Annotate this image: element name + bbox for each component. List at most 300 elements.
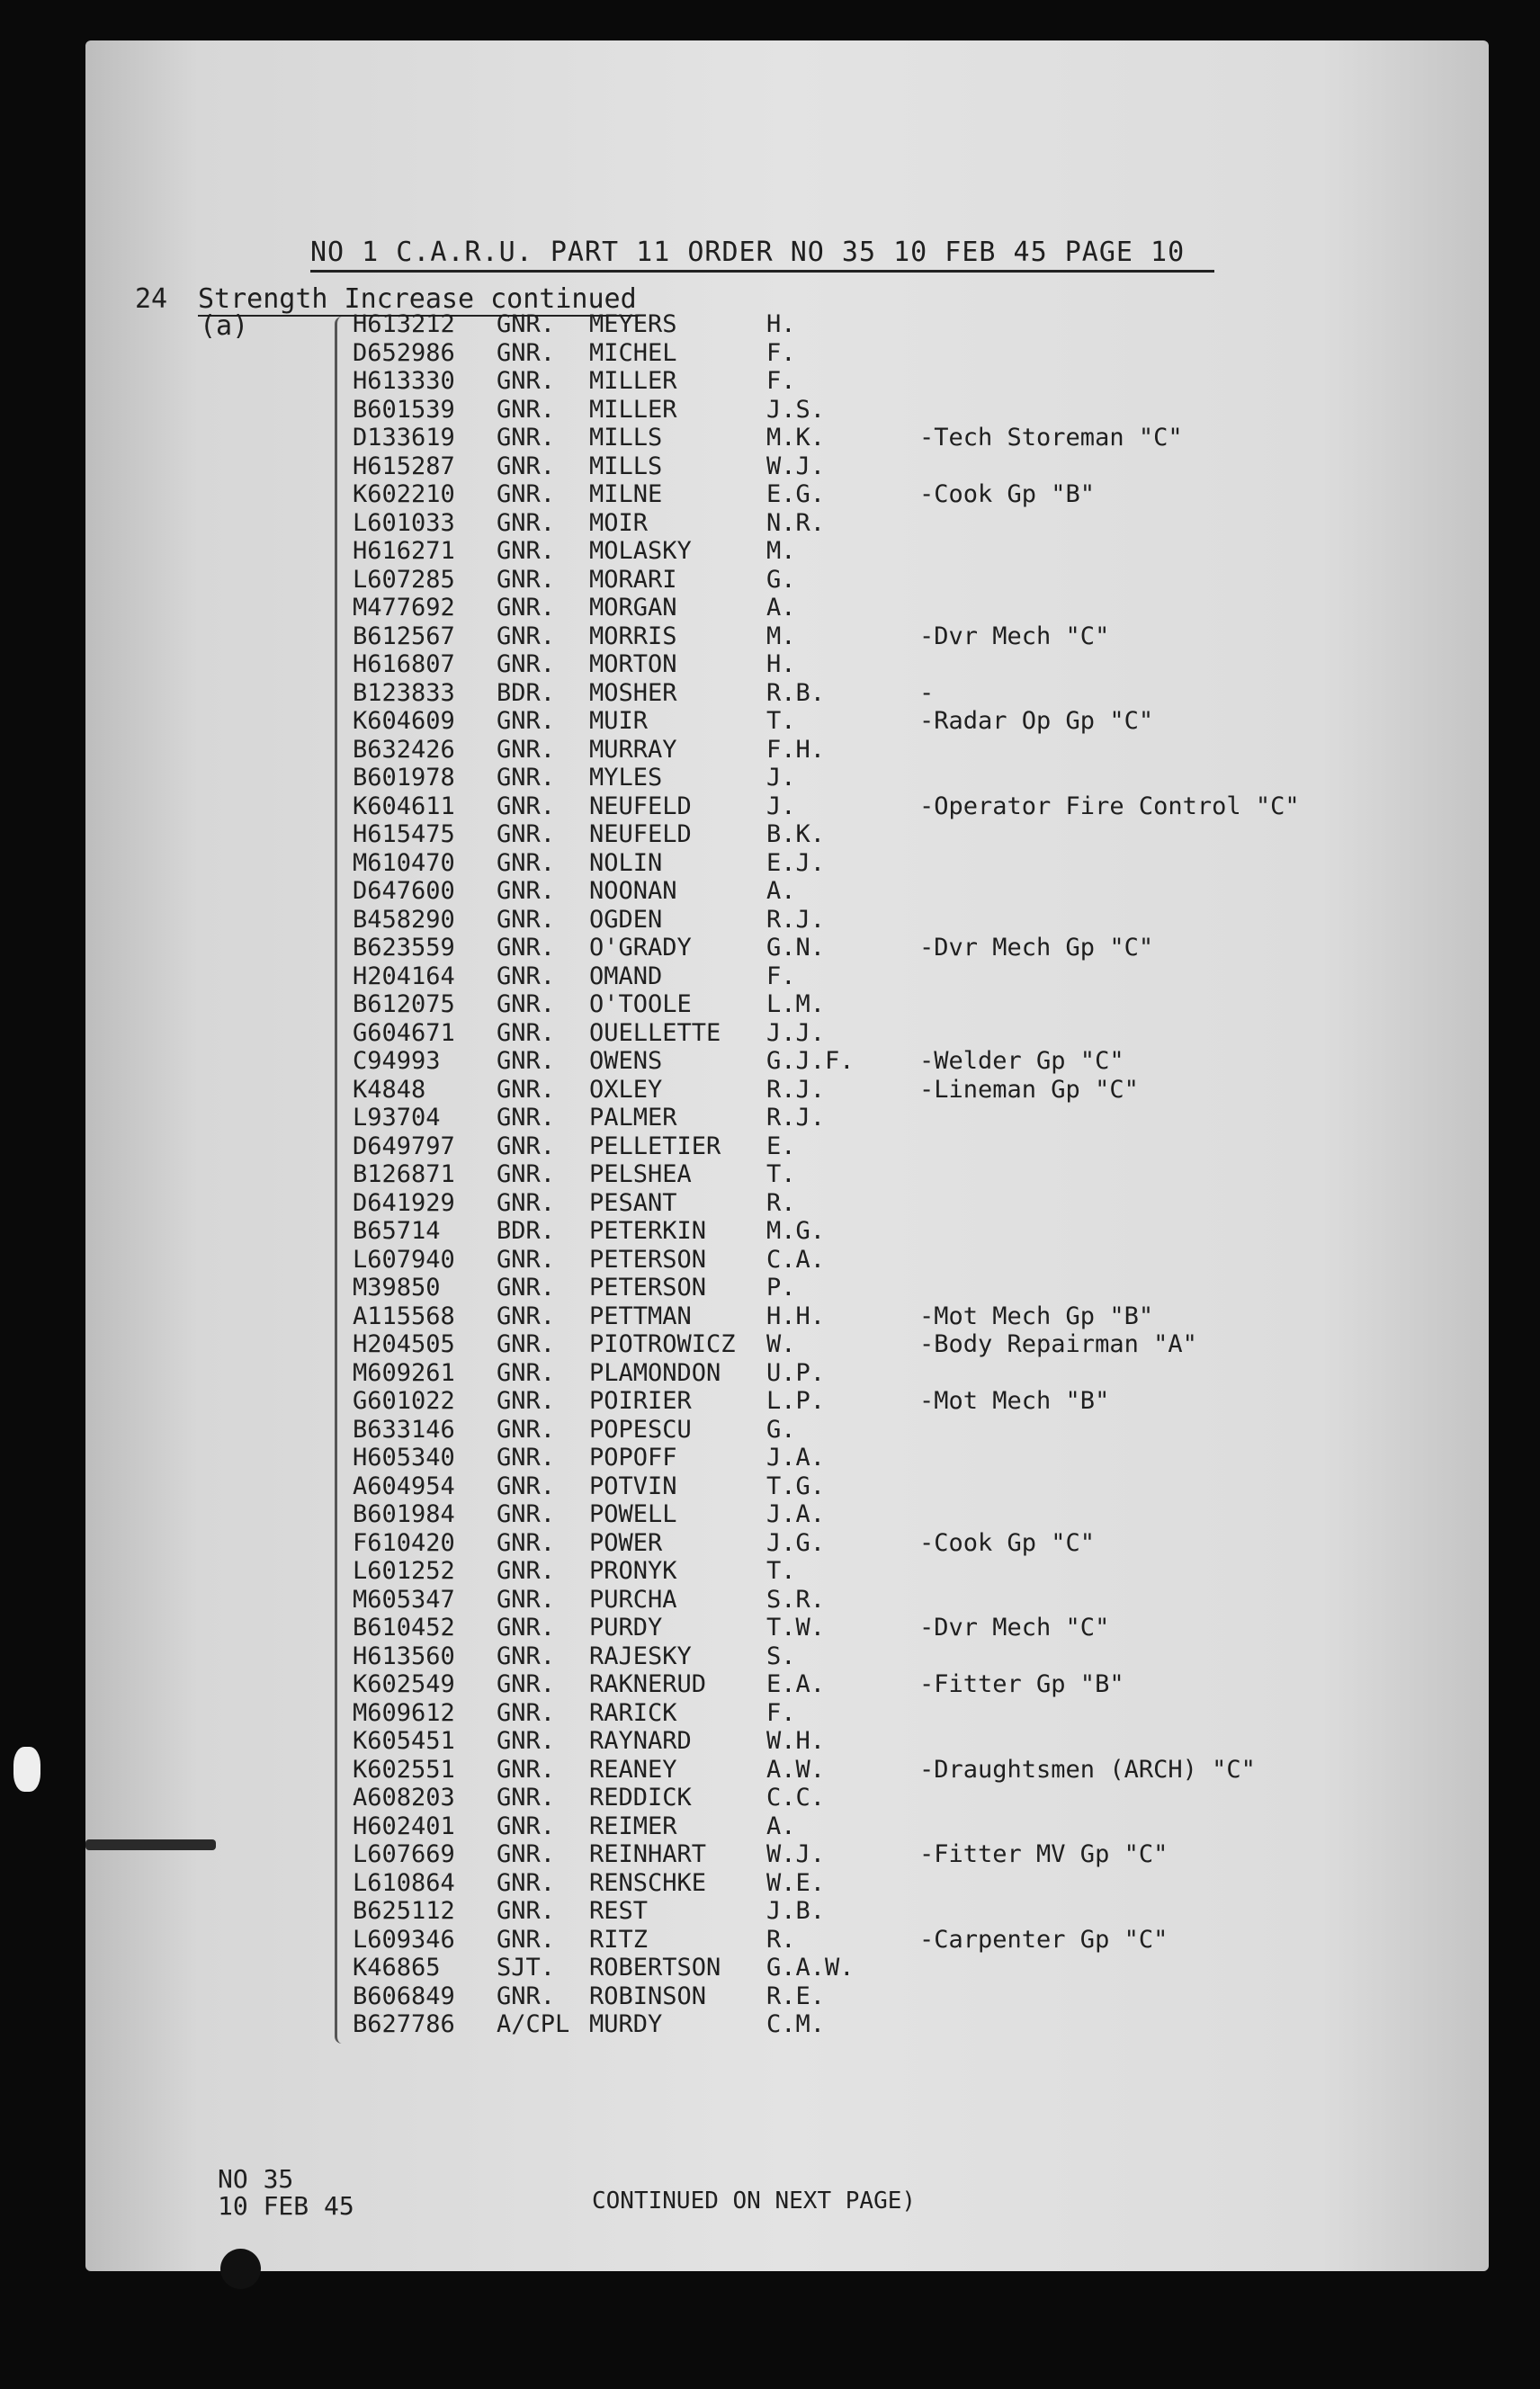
initials: H.H.: [766, 1302, 826, 1330]
list-item: [353, 1840, 1486, 1869]
rank: GNR.: [497, 1642, 556, 1670]
initials: J.S.: [766, 395, 826, 424]
initials: J.B.: [766, 1897, 826, 1925]
list-item: [353, 1586, 1486, 1615]
list-item: [353, 1897, 1486, 1926]
list-item: [353, 877, 1486, 906]
trade-note: -Mot Mech Gp "B": [919, 1302, 1154, 1330]
trade-note: -Mot Mech "B": [919, 1387, 1110, 1415]
initials: G.J.F.: [766, 1047, 855, 1075]
list-item: [353, 1756, 1486, 1785]
rank: GNR.: [497, 1104, 556, 1132]
list-item: [353, 1500, 1486, 1529]
service-number: B627786: [353, 2010, 455, 2038]
rank: GNR.: [497, 480, 556, 508]
initials: B.K.: [766, 820, 826, 848]
initials: A.: [766, 1812, 796, 1840]
section-title: Strength Increase continued: [198, 283, 639, 317]
surname: MORGAN: [589, 594, 677, 622]
rank: GNR.: [497, 1868, 556, 1897]
surname: PESANT: [589, 1188, 677, 1217]
initials: U.P.: [766, 1358, 826, 1387]
trade-note: -Draughtsmen (ARCH) "C": [919, 1755, 1256, 1784]
rank: GNR.: [497, 1302, 556, 1330]
rank: GNR.: [497, 452, 556, 480]
service-number: M605347: [353, 1585, 455, 1614]
initials: T.: [766, 707, 796, 735]
service-number: B601539: [353, 395, 455, 424]
initials: W.E.: [766, 1868, 826, 1897]
trade-note: -Lineman Gp "C": [919, 1075, 1139, 1104]
rank: GNR.: [497, 1925, 556, 1954]
initials: M.G.: [766, 1217, 826, 1245]
initials: F.: [766, 1698, 796, 1727]
service-number: D652986: [353, 338, 455, 367]
initials: J.G.: [766, 1528, 826, 1557]
service-number: M609612: [353, 1698, 455, 1727]
rank: GNR.: [497, 1472, 556, 1500]
surname: MICHEL: [589, 338, 677, 367]
rank: GNR.: [497, 990, 556, 1018]
list-item: [353, 339, 1486, 368]
list-item: [353, 1189, 1486, 1218]
surname: OGDEN: [589, 905, 663, 934]
clip-mark: [13, 1747, 40, 1792]
surname: MUIR: [589, 707, 649, 735]
rank: GNR.: [497, 1047, 556, 1075]
rank: GNR.: [497, 1698, 556, 1727]
service-number: L609346: [353, 1925, 455, 1954]
list-item: [353, 1812, 1486, 1841]
surname: ROBERTSON: [589, 1954, 721, 1982]
initials: R.J.: [766, 1075, 826, 1104]
rank: GNR.: [497, 1840, 556, 1868]
initials: M.: [766, 537, 796, 565]
surname: PALMER: [589, 1104, 677, 1132]
surname: MYLES: [589, 764, 663, 792]
list-item: [353, 566, 1486, 595]
list-item: [353, 1670, 1486, 1699]
list-item: [353, 1614, 1486, 1642]
service-number: L607285: [353, 565, 455, 594]
service-number: H204164: [353, 962, 455, 990]
list-item: [353, 480, 1486, 509]
initials: S.R.: [766, 1585, 826, 1614]
initials: N.R.: [766, 508, 826, 537]
list-item: [353, 1416, 1486, 1445]
surname: OMAND: [589, 962, 663, 990]
initials: M.K.: [766, 424, 826, 452]
list-item: [353, 1926, 1486, 1955]
continued-note: CONTINUED ON NEXT PAGE): [592, 2188, 917, 2215]
rank: GNR.: [497, 395, 556, 424]
initials: A.: [766, 877, 796, 905]
list-item: [353, 820, 1486, 849]
list-item: [353, 934, 1486, 962]
service-number: K604611: [353, 792, 455, 820]
surname: PETERSON: [589, 1245, 707, 1274]
surname: PURDY: [589, 1614, 663, 1642]
list-item: [353, 1104, 1486, 1132]
list-item: [353, 1642, 1486, 1671]
tape-strip: [85, 1839, 216, 1850]
initials: R.E.: [766, 1982, 826, 2010]
initials: C.C.: [766, 1784, 826, 1812]
rank: GNR.: [497, 1245, 556, 1274]
list-item: [353, 650, 1486, 679]
surname: RENSCHKE: [589, 1868, 707, 1897]
surname: ROBINSON: [589, 1982, 707, 2010]
service-number: M39850: [353, 1274, 441, 1302]
punch-hole: [220, 2249, 261, 2289]
service-number: M477692: [353, 594, 455, 622]
rank: GNR.: [497, 424, 556, 452]
surname: NOLIN: [589, 848, 663, 877]
personnel-list: [353, 310, 1486, 2039]
list-item: [353, 1472, 1486, 1501]
list-item: [353, 849, 1486, 878]
list-item: [353, 1076, 1486, 1105]
surname: MILLER: [589, 367, 677, 395]
initials: W.H.: [766, 1727, 826, 1755]
service-number: H616271: [353, 537, 455, 565]
surname: PETERKIN: [589, 1217, 707, 1245]
list-item: [353, 594, 1486, 622]
list-item: [353, 396, 1486, 425]
rank: GNR.: [497, 650, 556, 678]
surname: RAYNARD: [589, 1727, 692, 1755]
list-item: [353, 1359, 1486, 1388]
service-number: B612075: [353, 990, 455, 1018]
surname: RAKNERUD: [589, 1670, 707, 1698]
surname: PURCHA: [589, 1585, 677, 1614]
rank: GNR.: [497, 622, 556, 650]
service-number: K605451: [353, 1727, 455, 1755]
initials: A.W.: [766, 1755, 826, 1784]
list-item: [353, 764, 1486, 792]
surname: PELSHEA: [589, 1160, 692, 1188]
list-item: [353, 1982, 1486, 2011]
surname: NEUFELD: [589, 820, 692, 848]
rank: GNR.: [497, 1387, 556, 1415]
initials: M.: [766, 622, 796, 650]
surname: PRONYK: [589, 1557, 677, 1585]
surname: MOSHER: [589, 678, 677, 707]
surname: PETERSON: [589, 1274, 707, 1302]
list-item: [353, 1727, 1486, 1756]
service-number: B623559: [353, 934, 455, 962]
list-item: [353, 537, 1486, 566]
service-number: H613560: [353, 1642, 455, 1670]
rank: GNR.: [497, 1897, 556, 1925]
initials: W.J.: [766, 452, 826, 480]
initials: R.J.: [766, 905, 826, 934]
surname: PLAMONDON: [589, 1358, 721, 1387]
list-bracket: [335, 317, 346, 2044]
initials: J.: [766, 792, 796, 820]
surname: POPESCU: [589, 1415, 692, 1444]
rank: GNR.: [497, 1982, 556, 2010]
service-number: B601978: [353, 764, 455, 792]
list-item: [353, 906, 1486, 935]
surname: MURRAY: [589, 735, 677, 764]
initials: H.: [766, 650, 796, 678]
service-number: B126871: [353, 1160, 455, 1188]
footer-order-date: 10 FEB 45: [218, 2191, 354, 2221]
list-item: [353, 310, 1486, 339]
initials: E.G.: [766, 480, 826, 508]
rank: GNR.: [497, 508, 556, 537]
service-number: M609261: [353, 1358, 455, 1387]
rank: GNR.: [497, 1812, 556, 1840]
surname: RARICK: [589, 1698, 677, 1727]
surname: MORRIS: [589, 622, 677, 650]
rank: GNR.: [497, 1727, 556, 1755]
list-item: [353, 792, 1486, 821]
initials: F.: [766, 338, 796, 367]
service-number: H605340: [353, 1444, 455, 1472]
rank: GNR.: [497, 1018, 556, 1047]
page-header: NO 1 C.A.R.U. PART 11 ORDER NO 35 10 FEB 45 PAGE 10: [310, 237, 1214, 273]
rank: GNR.: [497, 1528, 556, 1557]
initials: G.: [766, 565, 796, 594]
initials: F.: [766, 367, 796, 395]
service-number: L93704: [353, 1104, 441, 1132]
list-item: [353, 1246, 1486, 1275]
rank: GNR.: [497, 1614, 556, 1642]
service-number: F610420: [353, 1528, 455, 1557]
list-item: [353, 622, 1486, 651]
list-item: [353, 424, 1486, 452]
initials: W.: [766, 1330, 796, 1358]
service-number: B65714: [353, 1217, 441, 1245]
service-number: G601022: [353, 1387, 455, 1415]
service-number: D647600: [353, 877, 455, 905]
footer-order: [218, 2166, 354, 2220]
service-number: L601033: [353, 508, 455, 537]
rank: GNR.: [497, 537, 556, 565]
service-number: H615287: [353, 452, 455, 480]
list-item: [353, 2010, 1486, 2039]
service-number: B601984: [353, 1500, 455, 1528]
surname: POWER: [589, 1528, 663, 1557]
service-number: H204505: [353, 1330, 455, 1358]
initials: F.: [766, 962, 796, 990]
trade-note: -Cook Gp "C": [919, 1528, 1096, 1557]
list-item: [353, 1047, 1486, 1076]
surname: REANEY: [589, 1755, 677, 1784]
list-item: [353, 367, 1486, 396]
surname: MURDY: [589, 2010, 663, 2038]
initials: H.: [766, 310, 796, 338]
rank: A/CPL: [497, 2010, 570, 2038]
list-item: [353, 1274, 1486, 1302]
rank: GNR.: [497, 338, 556, 367]
rank: BDR.: [497, 678, 556, 707]
surname: REINHART: [589, 1840, 707, 1868]
list-item: [353, 1019, 1486, 1048]
rank: GNR.: [497, 1188, 556, 1217]
rank: GNR.: [497, 1330, 556, 1358]
service-number: L601252: [353, 1557, 455, 1585]
service-number: B606849: [353, 1982, 455, 2010]
initials: L.M.: [766, 990, 826, 1018]
service-number: D641929: [353, 1188, 455, 1217]
surname: MORTON: [589, 650, 677, 678]
initials: W.J.: [766, 1840, 826, 1868]
service-number: D649797: [353, 1132, 455, 1160]
service-number: A608203: [353, 1784, 455, 1812]
initials: T.: [766, 1557, 796, 1585]
list-item: [353, 1699, 1486, 1728]
initials: J.J.: [766, 1018, 826, 1047]
list-item: [353, 509, 1486, 538]
service-number: K46865: [353, 1954, 441, 1982]
service-number: B632426: [353, 735, 455, 764]
initials: S.: [766, 1642, 796, 1670]
service-number: L607940: [353, 1245, 455, 1274]
service-number: L610864: [353, 1868, 455, 1897]
rank: GNR.: [497, 1784, 556, 1812]
service-number: B458290: [353, 905, 455, 934]
rank: GNR.: [497, 1557, 556, 1585]
rank: GNR.: [497, 905, 556, 934]
service-number: H602401: [353, 1812, 455, 1840]
list-item: [353, 1444, 1486, 1472]
rank: GNR.: [497, 310, 556, 338]
initials: L.P.: [766, 1387, 826, 1415]
service-number: G604671: [353, 1018, 455, 1047]
trade-note: -Dvr Mech "C": [919, 622, 1110, 650]
surname: MOIR: [589, 508, 649, 537]
surname: RAJESKY: [589, 1642, 692, 1670]
surname: NOONAN: [589, 877, 677, 905]
initials: J.A.: [766, 1500, 826, 1528]
rank: GNR.: [497, 934, 556, 962]
surname: POPOFF: [589, 1444, 677, 1472]
subsection-label: (a): [200, 310, 249, 342]
rank: GNR.: [497, 1075, 556, 1104]
surname: MILLER: [589, 395, 677, 424]
list-item: [353, 1557, 1486, 1586]
surname: OXLEY: [589, 1075, 663, 1104]
rank: GNR.: [497, 848, 556, 877]
initials: G.A.W.: [766, 1954, 855, 1982]
surname: OUELLETTE: [589, 1018, 721, 1047]
rank: SJT.: [497, 1954, 556, 1982]
trade-note: -Body Repairman "A": [919, 1330, 1197, 1358]
list-item: [353, 990, 1486, 1019]
service-number: H615475: [353, 820, 455, 848]
section-number: 24: [135, 283, 168, 315]
list-item: [353, 962, 1486, 991]
initials: R.B.: [766, 678, 826, 707]
surname: MEYERS: [589, 310, 677, 338]
service-number: C94993: [353, 1047, 441, 1075]
service-number: M610470: [353, 848, 455, 877]
initials: T.W.: [766, 1614, 826, 1642]
rank: GNR.: [497, 1358, 556, 1387]
rank: GNR.: [497, 764, 556, 792]
list-item: [353, 679, 1486, 708]
service-number: A604954: [353, 1472, 455, 1500]
rank: GNR.: [497, 1670, 556, 1698]
service-number: H613330: [353, 367, 455, 395]
service-number: H616807: [353, 650, 455, 678]
list-item: [353, 1869, 1486, 1898]
rank: GNR.: [497, 820, 556, 848]
surname: NEUFELD: [589, 792, 692, 820]
service-number: B610452: [353, 1614, 455, 1642]
rank: GNR.: [497, 1132, 556, 1160]
service-number: L607669: [353, 1840, 455, 1868]
surname: OWENS: [589, 1047, 663, 1075]
rank: GNR.: [497, 1415, 556, 1444]
initials: A.: [766, 594, 796, 622]
trade-note: -Dvr Mech Gp "C": [919, 934, 1154, 962]
trade-note: -Carpenter Gp "C": [919, 1925, 1168, 1954]
rank: GNR.: [497, 594, 556, 622]
rank: GNR.: [497, 1755, 556, 1784]
rank: GNR.: [497, 1500, 556, 1528]
initials: J.: [766, 764, 796, 792]
rank: GNR.: [497, 1444, 556, 1472]
surname: MILNE: [589, 480, 663, 508]
list-item: [353, 736, 1486, 765]
surname: O'TOOLE: [589, 990, 692, 1018]
list-item: [353, 1529, 1486, 1558]
list-item: [353, 1302, 1486, 1331]
surname: MILLS: [589, 424, 663, 452]
surname: PIOTROWICZ: [589, 1330, 736, 1358]
footer-order-number: NO 35: [218, 2164, 294, 2194]
initials: T.: [766, 1160, 796, 1188]
initials: G.N.: [766, 934, 826, 962]
rank: BDR.: [497, 1217, 556, 1245]
surname: RITZ: [589, 1925, 649, 1954]
initials: R.: [766, 1925, 796, 1954]
list-item: [353, 1784, 1486, 1812]
service-number: K604609: [353, 707, 455, 735]
initials: R.J.: [766, 1104, 826, 1132]
service-number: K4848: [353, 1075, 426, 1104]
rank: GNR.: [497, 877, 556, 905]
service-number: B612567: [353, 622, 455, 650]
trade-note: -Tech Storeman "C": [919, 424, 1183, 452]
initials: E.: [766, 1132, 796, 1160]
initials: E.A.: [766, 1670, 826, 1698]
service-number: B633146: [353, 1415, 455, 1444]
trade-note: -Welder Gp "C": [919, 1047, 1124, 1075]
trade-note: -Radar Op Gp "C": [919, 707, 1154, 735]
service-number: B625112: [353, 1897, 455, 1925]
initials: P.: [766, 1274, 796, 1302]
surname: REDDICK: [589, 1784, 692, 1812]
trade-note: -Dvr Mech "C": [919, 1614, 1110, 1642]
list-item: [353, 1387, 1486, 1416]
service-number: K602549: [353, 1670, 455, 1698]
rank: GNR.: [497, 962, 556, 990]
rank: GNR.: [497, 367, 556, 395]
service-number: B123833: [353, 678, 455, 707]
service-number: D133619: [353, 424, 455, 452]
rank: GNR.: [497, 1274, 556, 1302]
initials: C.M.: [766, 2010, 826, 2038]
trade-note: -Fitter Gp "B": [919, 1670, 1124, 1698]
rank: GNR.: [497, 735, 556, 764]
rank: GNR.: [497, 1160, 556, 1188]
trade-note: -Fitter MV Gp "C": [919, 1840, 1168, 1868]
